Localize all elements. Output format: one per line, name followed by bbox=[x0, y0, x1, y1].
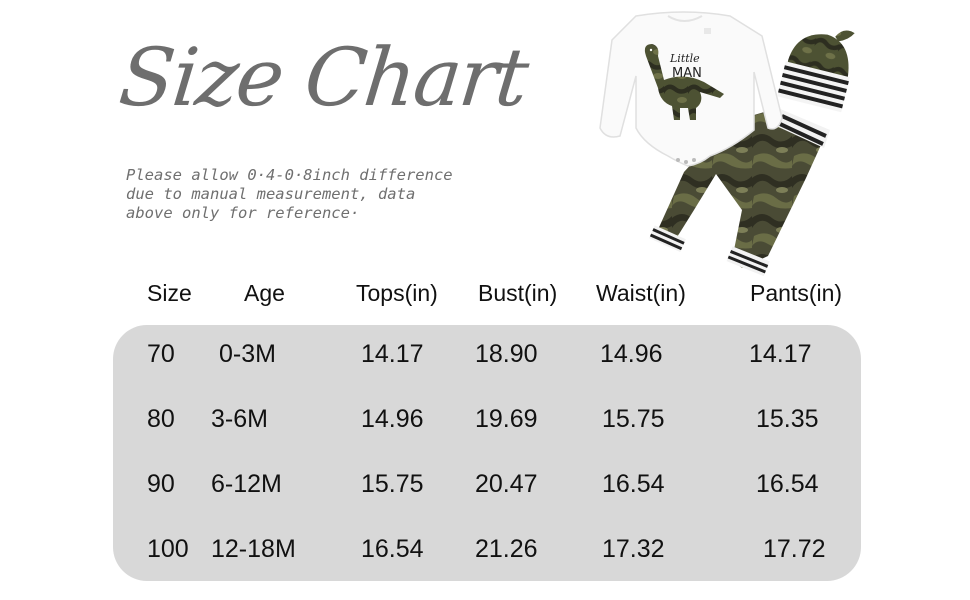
measurement-note bbox=[126, 166, 456, 223]
table-cell: 14.17 bbox=[361, 340, 424, 368]
table-cell: 18.90 bbox=[475, 340, 538, 368]
table-cell: 20.47 bbox=[475, 470, 538, 498]
print-line-1: Little bbox=[670, 52, 700, 65]
table-cell: 15.75 bbox=[361, 470, 424, 498]
table-cell: 12-18M bbox=[211, 535, 296, 563]
table-cell: 14.96 bbox=[361, 405, 424, 433]
note-line: due to manual measurement, data bbox=[126, 185, 416, 203]
product-image bbox=[592, 10, 862, 282]
table-cell: 80 bbox=[147, 405, 175, 433]
table-cell: 21.26 bbox=[475, 535, 538, 563]
column-header-pants: Pants(in) bbox=[750, 280, 843, 306]
note-line: Please allow 0·4-0·8inch difference bbox=[126, 166, 453, 184]
table-cell: 14.17 bbox=[749, 340, 812, 368]
print-line-2: MAN bbox=[672, 66, 702, 81]
table-cell: 0-3M bbox=[219, 340, 276, 368]
striped-hat bbox=[777, 18, 861, 113]
table-cell: 16.54 bbox=[602, 470, 665, 498]
table-cell: 16.54 bbox=[361, 535, 424, 563]
table-cell: 3-6M bbox=[211, 405, 268, 433]
table-cell: 100 bbox=[147, 535, 189, 563]
table-cell: 17.32 bbox=[602, 535, 665, 563]
table-cell: 19.69 bbox=[475, 405, 538, 433]
page-title: Size Chart bbox=[115, 31, 532, 124]
column-header-age: Age bbox=[244, 280, 285, 306]
table-cell: 16.54 bbox=[756, 470, 819, 498]
note-line: above only for reference· bbox=[126, 204, 360, 222]
column-header-waist: Waist(in) bbox=[596, 280, 686, 306]
table-cell: 15.35 bbox=[756, 405, 819, 433]
column-header-tops: Tops(in) bbox=[356, 280, 438, 306]
table-cell: 90 bbox=[147, 470, 175, 498]
table-cell: 17.72 bbox=[763, 535, 826, 563]
column-header-bust: Bust(in) bbox=[478, 280, 558, 306]
column-header-size: Size bbox=[147, 280, 192, 306]
table-cell: 14.96 bbox=[600, 340, 663, 368]
table-cell: 15.75 bbox=[602, 405, 665, 433]
table-cell: 6-12M bbox=[211, 470, 282, 498]
table-cell: 70 bbox=[147, 340, 175, 368]
